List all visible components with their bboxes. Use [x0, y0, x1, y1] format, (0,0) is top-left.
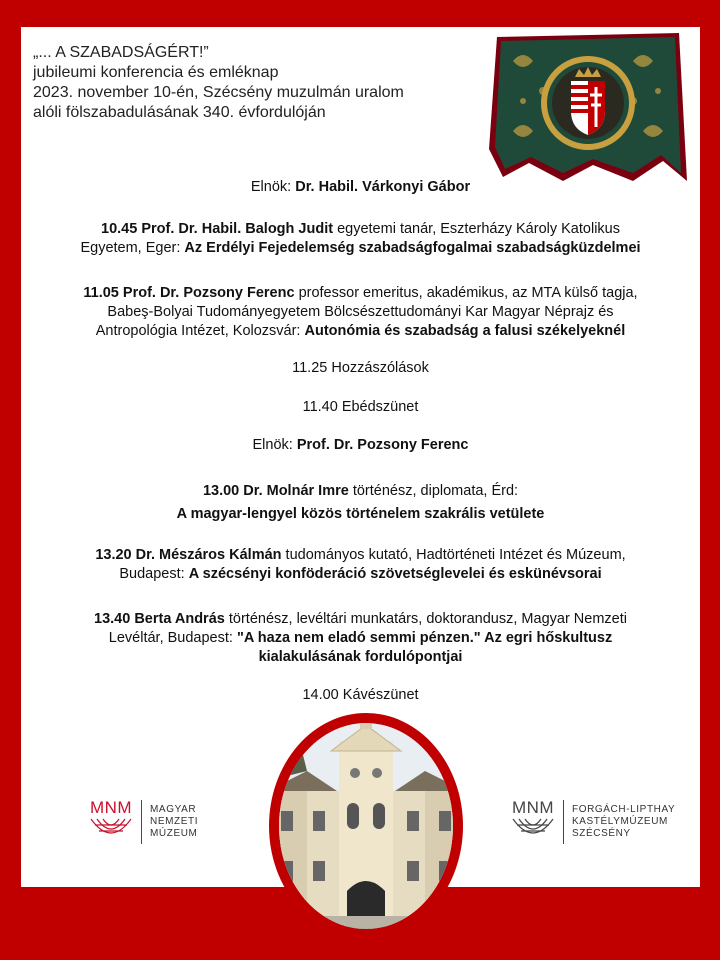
- flag-image: [483, 31, 693, 183]
- header-date: 2023. november 10-én, Szécsény muzulmán uralom: [33, 84, 404, 101]
- title-1340: "A haza nem eladó semmi pénzen." Az egri hőskultusz: [236, 630, 613, 646]
- talk-1340: 13.40 Berta András történész, levéltári munkatárs, doktorandusz, Magyar Nemzeti Levéltár, Budapest: "A haza nem eladó semmi pénzen." Az egri hőskultusz kialakulásának fordulópontjai: [94, 611, 627, 665]
- chair-2-name: Prof. Dr. Pozsony Ferenc: [296, 437, 469, 453]
- title-1045: Az Erdélyi Fejedelemség szabadságfogalmai szabadságküzdelmei: [184, 240, 641, 256]
- speaker-1105: 11.05 Prof. Dr. Pozsony Ferenc: [83, 285, 295, 301]
- chair-1-name: Dr. Habil. Várkonyi Gábor: [295, 179, 471, 195]
- title-1105: Autonómia és szabadság a falusi székelyeknél: [304, 323, 626, 339]
- speaker-1340: 13.40 Berta András: [94, 611, 225, 627]
- logo-kastely-mark: MNM: [511, 798, 555, 817]
- talk-1300: 13.00 Dr. Molnár Imre történész, diplomata, Érd: A magyar-lengyel közös történelem szakrális vetülete: [176, 483, 545, 522]
- logo-kastelymuzeum: MNM FORGÁCH-LIPTHAY KASTÉLYMÚZEUM SZÉCSÉNY: [511, 799, 675, 844]
- chair-1: Elnök: Dr. Habil. Várkonyi Gábor: [250, 179, 471, 195]
- header-occasion: alóli fölszabadulásának 340. évfordulóján: [33, 104, 326, 121]
- talk-1045: 10.45 Prof. Dr. Habil. Balogh Judit egyetemi tanár, Eszterházy Károly Katolikus Egyetem, Eger: Az Erdélyi Fejedelemség szabadságfogalmai szabadságküzdelmei: [80, 221, 641, 256]
- item-1125: 11.25 Hozzászólások: [292, 360, 429, 376]
- chair-2: Elnök: Prof. Dr. Pozsony Ferenc: [252, 437, 469, 453]
- title-1320: A szécsényi konföderáció szövetséglevelei és eskünévsorai: [188, 566, 602, 582]
- header-title: „... A SZABADSÁGÉRT!”: [33, 44, 209, 61]
- speaker-1320: 13.20 Dr. Mészáros Kálmán: [95, 547, 282, 563]
- talk-1320: 13.20 Dr. Mészáros Kálmán tudományos kutató, Hadtörténeti Intézet és Múzeum, Budapest: A szécsényi konföderáció szövetséglevelei és eskünévsorai: [95, 547, 626, 582]
- castle-photo: [267, 711, 465, 941]
- poster: [21, 27, 700, 887]
- talk-1105: 11.05 Prof. Dr. Pozsony Ferenc professor emeritus, akadémikus, az MTA külső tagja, Babeş-Bolyai Tudományegyetem Bölcsészettudományi Kar Magyar Néprajz és Antropológia Intézet, Kolozsvár: Autonómia és szabadság a falusi székelyeknél: [83, 285, 638, 339]
- header-text: [33, 43, 493, 123]
- item-1140: 11.40 Ebédszünet: [302, 399, 419, 415]
- speaker-1045: 10.45 Prof. Dr. Habil. Balogh Judit: [101, 221, 334, 237]
- header-subtitle: jubileumi konferencia és emléknap: [33, 64, 279, 81]
- logo-mnm: MNM MAGYAR NEMZETI MÚZEUM: [89, 799, 198, 844]
- ornament-icon: [511, 817, 555, 839]
- ornament-icon: [89, 817, 133, 839]
- speaker-1300: 13.00 Dr. Molnár Imre: [202, 483, 349, 499]
- logo-mnm-mark: MNM: [89, 798, 133, 817]
- item-1400: 14.00 Kávészünet: [302, 687, 419, 703]
- title-1300: A magyar-lengyel közös történelem szakrális vetülete: [176, 506, 545, 522]
